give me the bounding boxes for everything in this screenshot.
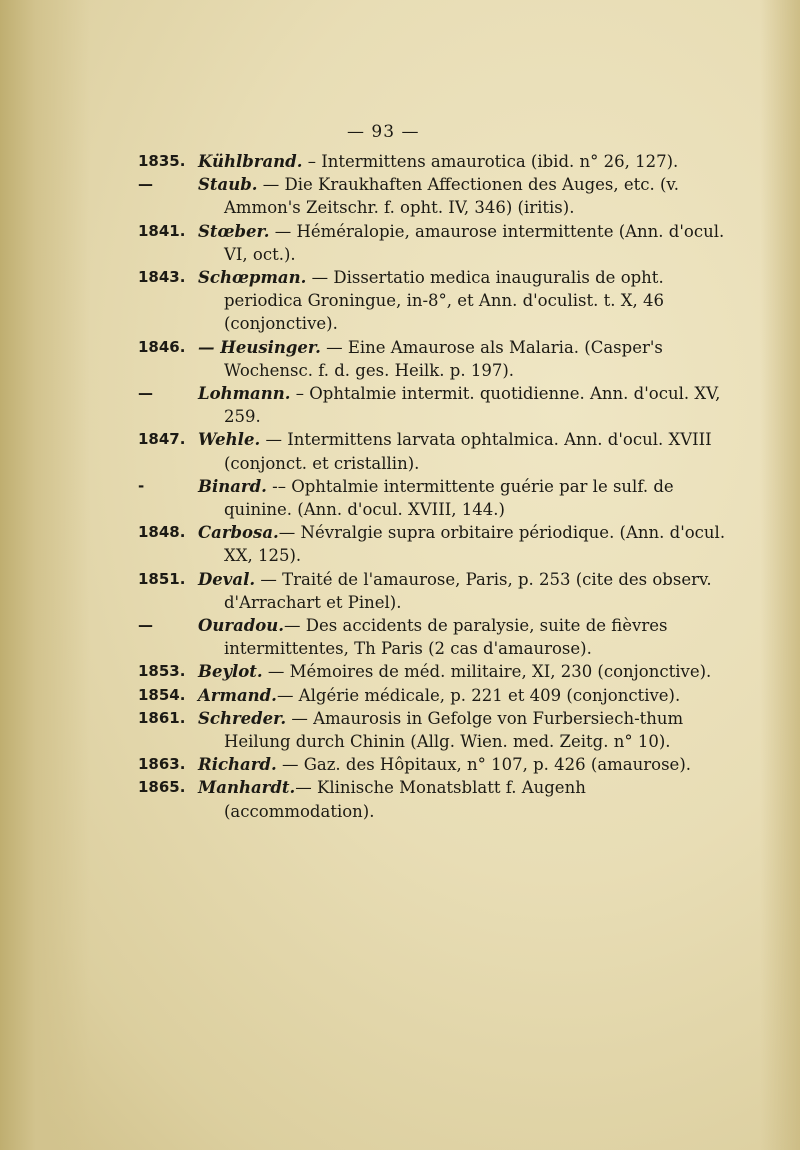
entry-author: Schœpman.: [198, 268, 307, 288]
entry-body: [198, 614, 738, 660]
entry-body: [198, 776, 738, 822]
entry-text: -– Ophtalmie intermittente guérie par le sulf. de quinine. (Ann. d'ocul. XVIII, 144.): [224, 476, 674, 520]
bibliography-entry: [138, 475, 738, 521]
entry-text: — Eine Amaurose als Malaria. (Casper's Wochensc. f. d. ges. Heilk. p. 197).: [224, 337, 663, 380]
entry-body: [198, 266, 738, 336]
entry-author: Richard.: [198, 755, 277, 775]
entry-year: —: [138, 175, 153, 194]
entry-body: [198, 220, 738, 266]
entry-body: [198, 173, 738, 219]
entry-body: [198, 660, 738, 683]
bibliography-entry: [138, 753, 738, 776]
bibliography-entry: [138, 428, 738, 474]
bibliography-list: [138, 150, 738, 823]
entry-year: 1847.: [138, 430, 186, 449]
entry-year: —: [138, 384, 153, 403]
entry-year: 1835.: [138, 152, 186, 170]
entry-year: —: [138, 616, 153, 635]
entry-year: 1861.: [138, 708, 186, 727]
entry-author: Schreder.: [198, 708, 287, 728]
bibliography-entry: [138, 776, 738, 822]
entry-text: — Mémoires de méd. militaire, XI, 230 (conjonctive).: [262, 662, 712, 682]
entry-text: — Intermittens larvata ophtalmica. Ann. d'ocul. XVIII (conjonct. et cristallin).: [224, 430, 712, 473]
bibliography-entry: [138, 684, 738, 707]
entry-author: Staub.: [198, 175, 258, 195]
bibliography-entry: [138, 521, 738, 567]
bibliography-entry: [138, 220, 738, 266]
entry-text: — Névralgie supra orbitaire périodique. (Ann. d'ocul. XX, 125).: [224, 523, 726, 566]
entry-body: [198, 568, 738, 614]
bibliography-entry: [138, 266, 738, 336]
entry-body: [198, 753, 738, 776]
entry-author: Stœber.: [198, 221, 270, 241]
entry-author: Beylot.: [198, 662, 263, 682]
bibliography-entry: [138, 707, 738, 753]
entry-year: -: [138, 476, 145, 495]
entry-author: Deval.: [198, 569, 256, 589]
entry-author: Lohmann.: [198, 384, 291, 404]
entry-text: — Gaz. des Hôpitaux, n° 107, p. 426 (amaurose).: [276, 755, 691, 775]
entry-year: 1865.: [138, 778, 186, 797]
entry-year: 1848.: [138, 523, 186, 542]
entry-body: [198, 382, 738, 428]
entry-text: — Algérie médicale, p. 221 et 409 (conjonctive).: [276, 685, 681, 705]
entry-year: 1853.: [138, 662, 186, 681]
bibliography-entry: [138, 336, 738, 382]
bibliography-entry: [138, 614, 738, 660]
entry-author: Manhardt.: [198, 778, 296, 798]
bibliography-entry: [138, 173, 738, 219]
entry-author: — Heusinger.: [198, 337, 321, 357]
entry-body: [198, 150, 738, 173]
entry-text: — Traité de l'amaurose, Paris, p. 253 (cite des observ. d'Arrachart et Pinel).: [224, 569, 712, 612]
entry-year: 1851.: [138, 569, 186, 588]
entry-text: — Des accidents de paralysie, suite de fièvres intermittentes, Th Paris (2 cas d'amaurose).: [224, 616, 668, 659]
entry-body: [198, 475, 738, 521]
page-number: — 93 —: [347, 122, 420, 142]
entry-year: 1854.: [138, 685, 186, 704]
entry-body: [198, 707, 738, 753]
entry-text: – Ophtalmie intermit. quotidienne. Ann. d'ocul. XV, 259.: [224, 384, 721, 427]
entry-text: — Die Kraukhaften Affectionen des Auges, etc. (v. Ammon's Zeitschr. f. opht. IV, 346) (iritis).: [224, 175, 680, 218]
entry-text: — Amaurosis in Gefolge von Furbersiech-thum Heilung durch Chinin (Allg. Wien. med. Zeitg. n° 10).: [224, 708, 684, 752]
entry-author: Binard.: [198, 476, 267, 496]
entry-body: [198, 428, 738, 474]
bibliography-entry: [138, 568, 738, 614]
entry-text: — Dissertatio medica inauguralis de opht. periodica Groningue, in-8°, et Ann. d'oculist. t. X, 46 (conjonctive).: [224, 268, 664, 334]
entry-author: Kühlbrand.: [198, 152, 303, 171]
entry-author: Armand.: [198, 685, 277, 705]
bibliography-entry: [138, 382, 738, 428]
entry-text: – Intermittens amaurotica (ibid. n° 26, 127).: [302, 152, 679, 171]
entry-author: Ouradou.: [198, 616, 285, 636]
entry-body: [198, 521, 738, 567]
bibliography-entry: [138, 150, 738, 173]
entry-body: [198, 336, 738, 382]
entry-author: Carbosa.: [198, 523, 279, 543]
entry-year: 1841.: [138, 221, 186, 240]
entry-author: Wehle.: [198, 430, 261, 450]
entry-text: — Héméralopie, amaurose intermittente (Ann. d'ocul. VI, oct.).: [224, 221, 725, 264]
entry-year: 1863.: [138, 755, 186, 774]
entry-body: [198, 684, 738, 707]
entry-text: — Klinische Monatsblatt f. Augenh (accommodation).: [224, 778, 586, 821]
bibliography-entry: [138, 660, 738, 683]
entry-year: 1846.: [138, 337, 186, 356]
entry-year: 1843.: [138, 268, 186, 287]
